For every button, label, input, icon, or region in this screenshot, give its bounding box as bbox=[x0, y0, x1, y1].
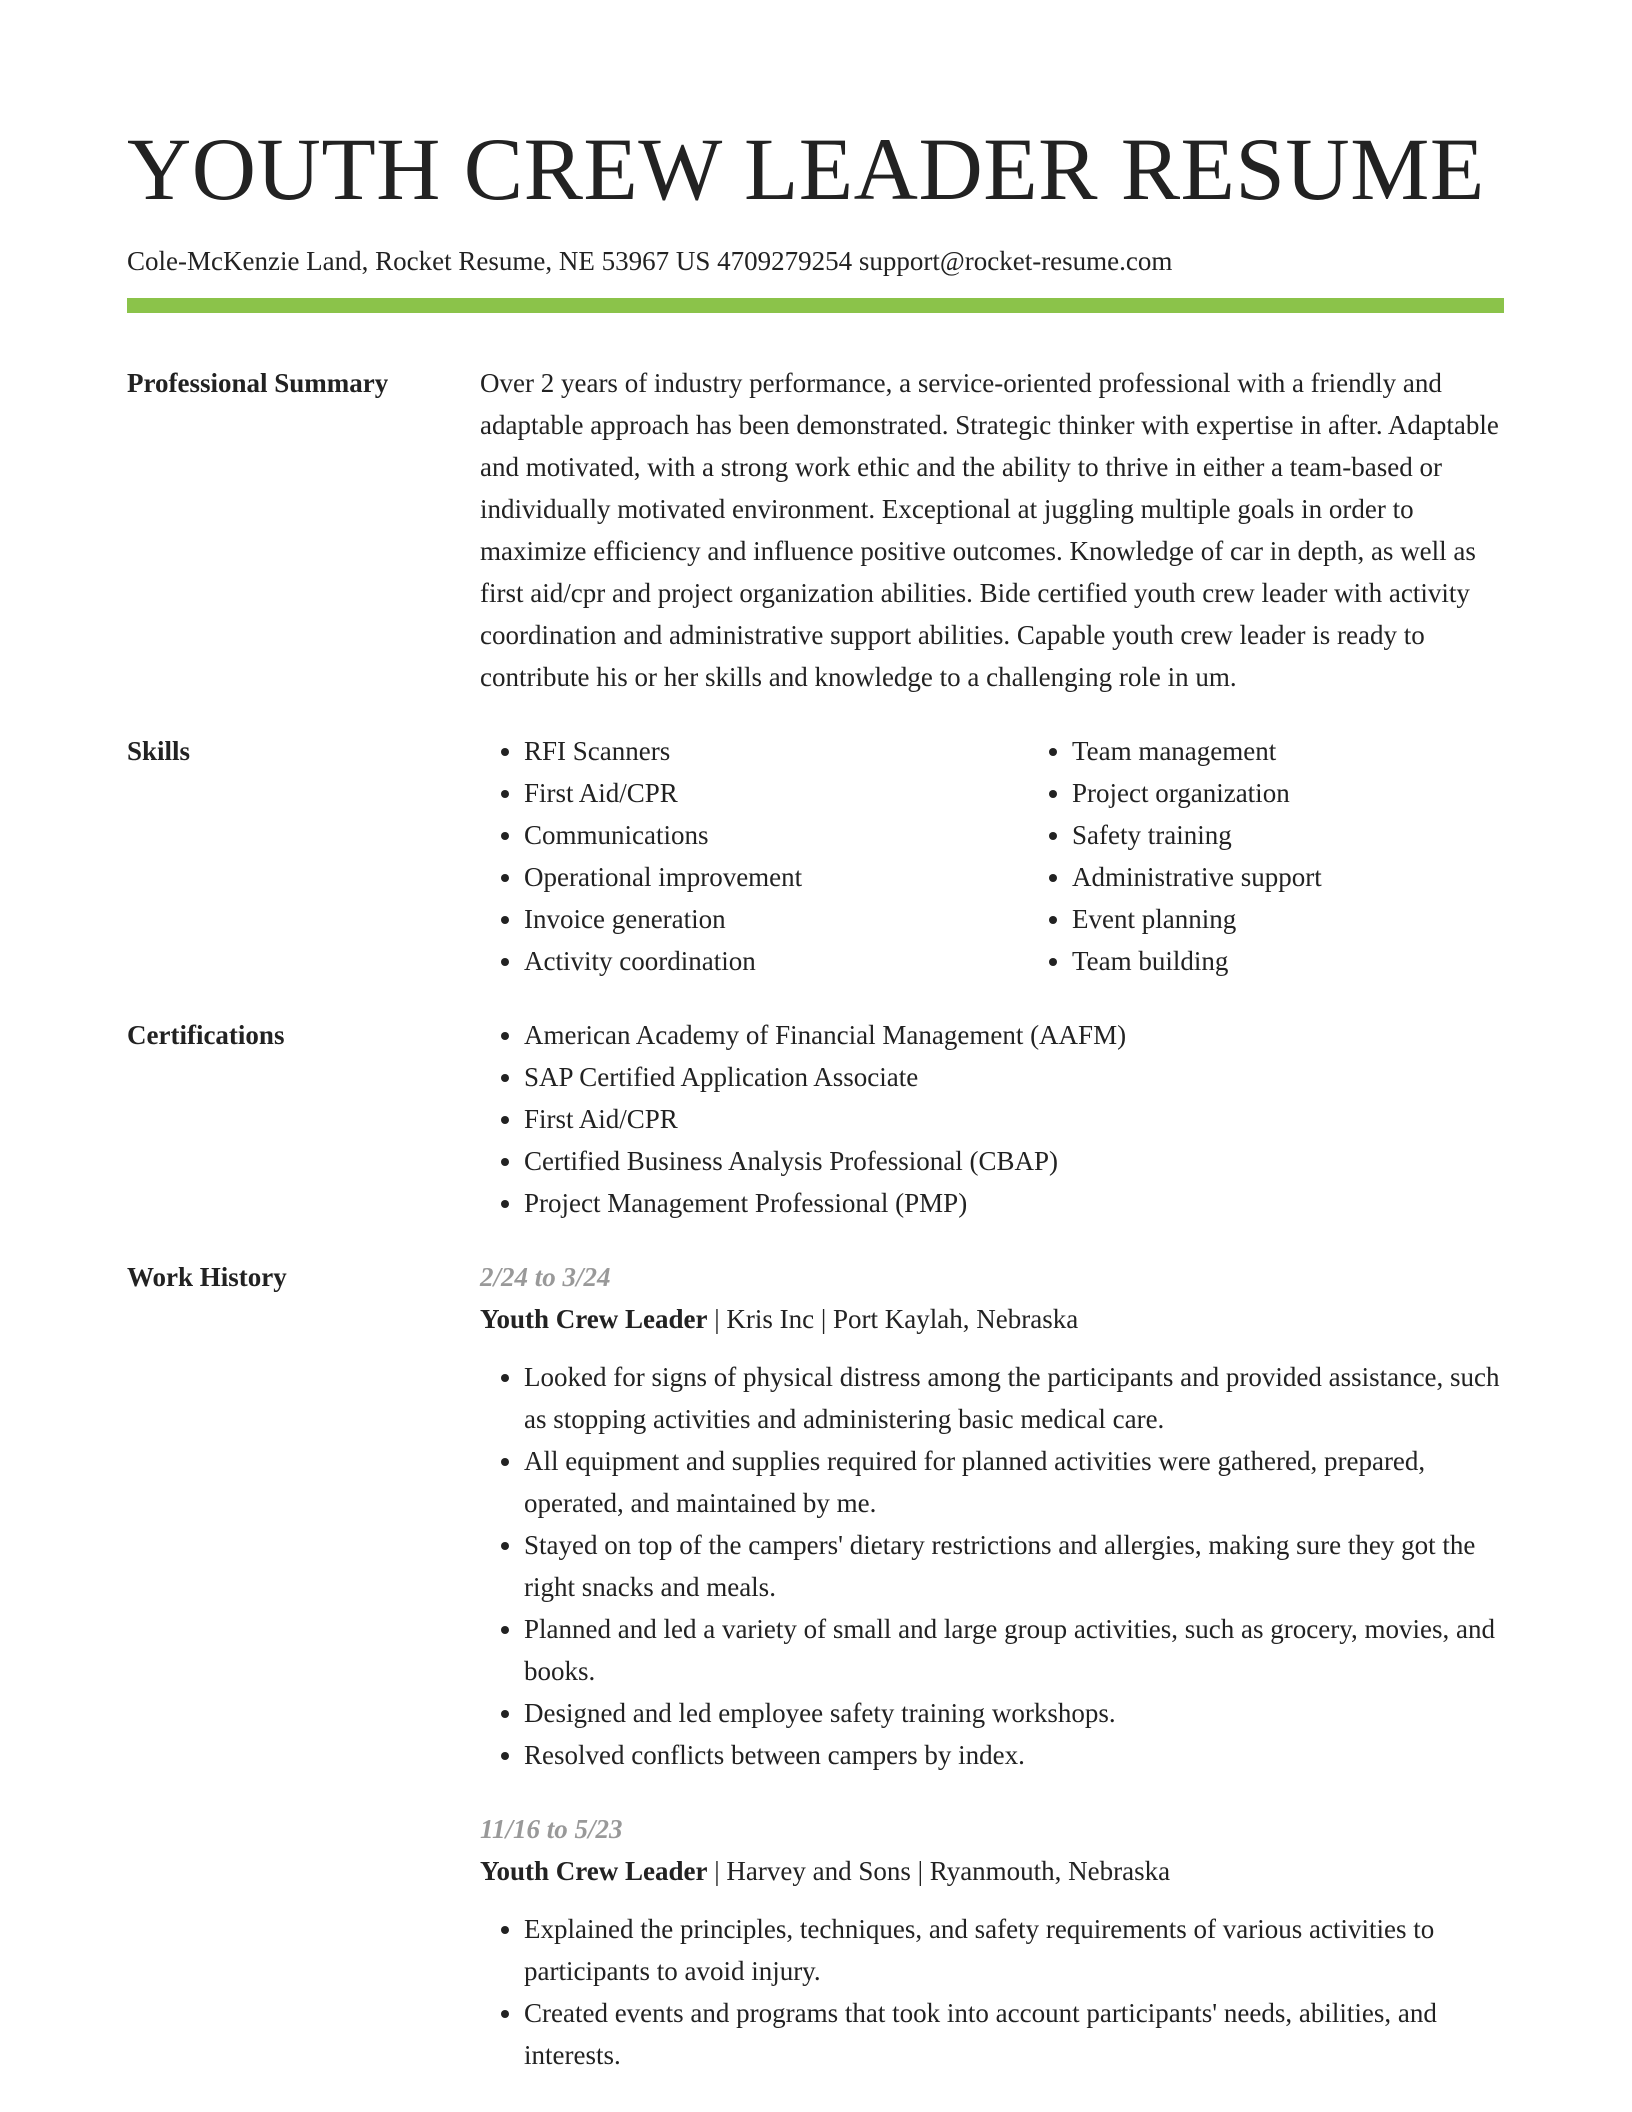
job-dates: 11/16 to 5/23 bbox=[480, 1814, 623, 1844]
work-history-section bbox=[127, 1256, 1505, 2076]
certifications-body bbox=[480, 1014, 1505, 1224]
job-heading bbox=[480, 1850, 1505, 1892]
contact-line: Cole-McKenzie Land, Rocket Resume, NE 53967 US 4709279254 support@rocket-resume.com bbox=[127, 246, 1173, 276]
skills-list-right bbox=[1028, 730, 1576, 982]
certification-item: • American Academy of Financial Management (AAFM) bbox=[524, 1014, 1505, 1056]
responsibility-item: • Resolved conflicts between campers by index. bbox=[524, 1734, 1505, 1776]
job-company-location: | Kris Inc | Port Kaylah, Nebraska bbox=[707, 1304, 1079, 1334]
job-title: Youth Crew Leader bbox=[480, 1856, 708, 1886]
responsibility-item: • Looked for signs of physical distress among the participants and provided assistance, such as stopping activities and administering basic medical care. bbox=[524, 1356, 1505, 1440]
responsibility-item: • Created events and programs that took into account participants' needs, abilities, and interests. bbox=[524, 1992, 1505, 2076]
skills-grid bbox=[480, 730, 1576, 982]
skill-item: • Team management bbox=[1072, 730, 1576, 772]
job-entry bbox=[480, 1808, 1505, 2076]
job-entry bbox=[480, 1256, 1505, 1776]
job-dates: 2/24 to 3/24 bbox=[480, 1262, 611, 1292]
responsibility-item: • Stayed on top of the campers' dietary restrictions and allergies, making sure they got the right snacks and meals. bbox=[524, 1524, 1505, 1608]
skill-item: • Team building bbox=[1072, 940, 1576, 982]
certifications-list bbox=[480, 1014, 1505, 1224]
responsibility-item: • Explained the principles, techniques, and safety requirements of various activities to participants to avoid injury. bbox=[524, 1908, 1505, 1992]
resume-title: YOUTH CREW LEADER RESUME bbox=[127, 121, 1485, 219]
skill-item: • Event planning bbox=[1072, 898, 1576, 940]
skills-section bbox=[127, 730, 1505, 982]
section-label-work-history: Work History bbox=[127, 1262, 287, 1292]
skill-item: • Invoice generation bbox=[524, 898, 1028, 940]
work-history-body bbox=[480, 1256, 1505, 2076]
skill-item: • Operational improvement bbox=[524, 856, 1028, 898]
certifications-section bbox=[127, 1014, 1505, 1224]
responsibility-item: • All equipment and supplies required for planned activities were gathered, prepared, operated, and maintained by me. bbox=[524, 1440, 1505, 1524]
skill-item: • First Aid/CPR bbox=[524, 772, 1028, 814]
professional-summary-section bbox=[127, 362, 1505, 698]
responsibility-item: • Planned and led a variety of small and large group activities, such as grocery, movies, and books. bbox=[524, 1608, 1505, 1692]
skill-item: • RFI Scanners bbox=[524, 730, 1028, 772]
certification-item: • Certified Business Analysis Professional (CBAP) bbox=[524, 1140, 1505, 1182]
certification-item: • First Aid/CPR bbox=[524, 1098, 1505, 1140]
skill-item: • Communications bbox=[524, 814, 1028, 856]
section-label-skills: Skills bbox=[127, 736, 191, 766]
skill-item: • Activity coordination bbox=[524, 940, 1028, 982]
skill-item: • Project organization bbox=[1072, 772, 1576, 814]
section-label-certifications: Certifications bbox=[127, 1020, 285, 1050]
skill-item: • Administrative support bbox=[1072, 856, 1576, 898]
skills-list-left bbox=[480, 730, 1028, 982]
certification-item: • Project Management Professional (PMP) bbox=[524, 1182, 1505, 1224]
summary-text: Over 2 years of industry performance, a service-oriented professional with a friendly and adaptable approach has been demonstrated. Strategic thinker with expertise in after. Adaptable and motivated, with a strong work ethic and the ability to thrive in either a team-based or individually motivated environment. Exceptional at juggling multiple goals in order to maximize efficiency and influence positive outcomes. Knowledge of car in depth, as well as first aid/cpr and project organization abilities. Bide certified youth crew leader with activity coordination and administrative support abilities. Capable youth crew leader is ready to contribute his or her skills and knowledge to a challenging role in um. bbox=[480, 368, 1499, 692]
section-label-summary: Professional Summary bbox=[127, 368, 389, 398]
job-company-location: | Harvey and Sons | Ryanmouth, Nebraska bbox=[707, 1856, 1171, 1886]
certification-item: • SAP Certified Application Associate bbox=[524, 1056, 1505, 1098]
job-heading bbox=[480, 1298, 1505, 1340]
skill-item: • Safety training bbox=[1072, 814, 1576, 856]
responsibility-item: • Designed and led employee safety training workshops. bbox=[524, 1692, 1505, 1734]
job-responsibilities bbox=[480, 1908, 1505, 2076]
job-title: Youth Crew Leader bbox=[480, 1304, 708, 1334]
job-responsibilities bbox=[480, 1356, 1505, 1776]
accent-divider bbox=[127, 298, 1504, 313]
